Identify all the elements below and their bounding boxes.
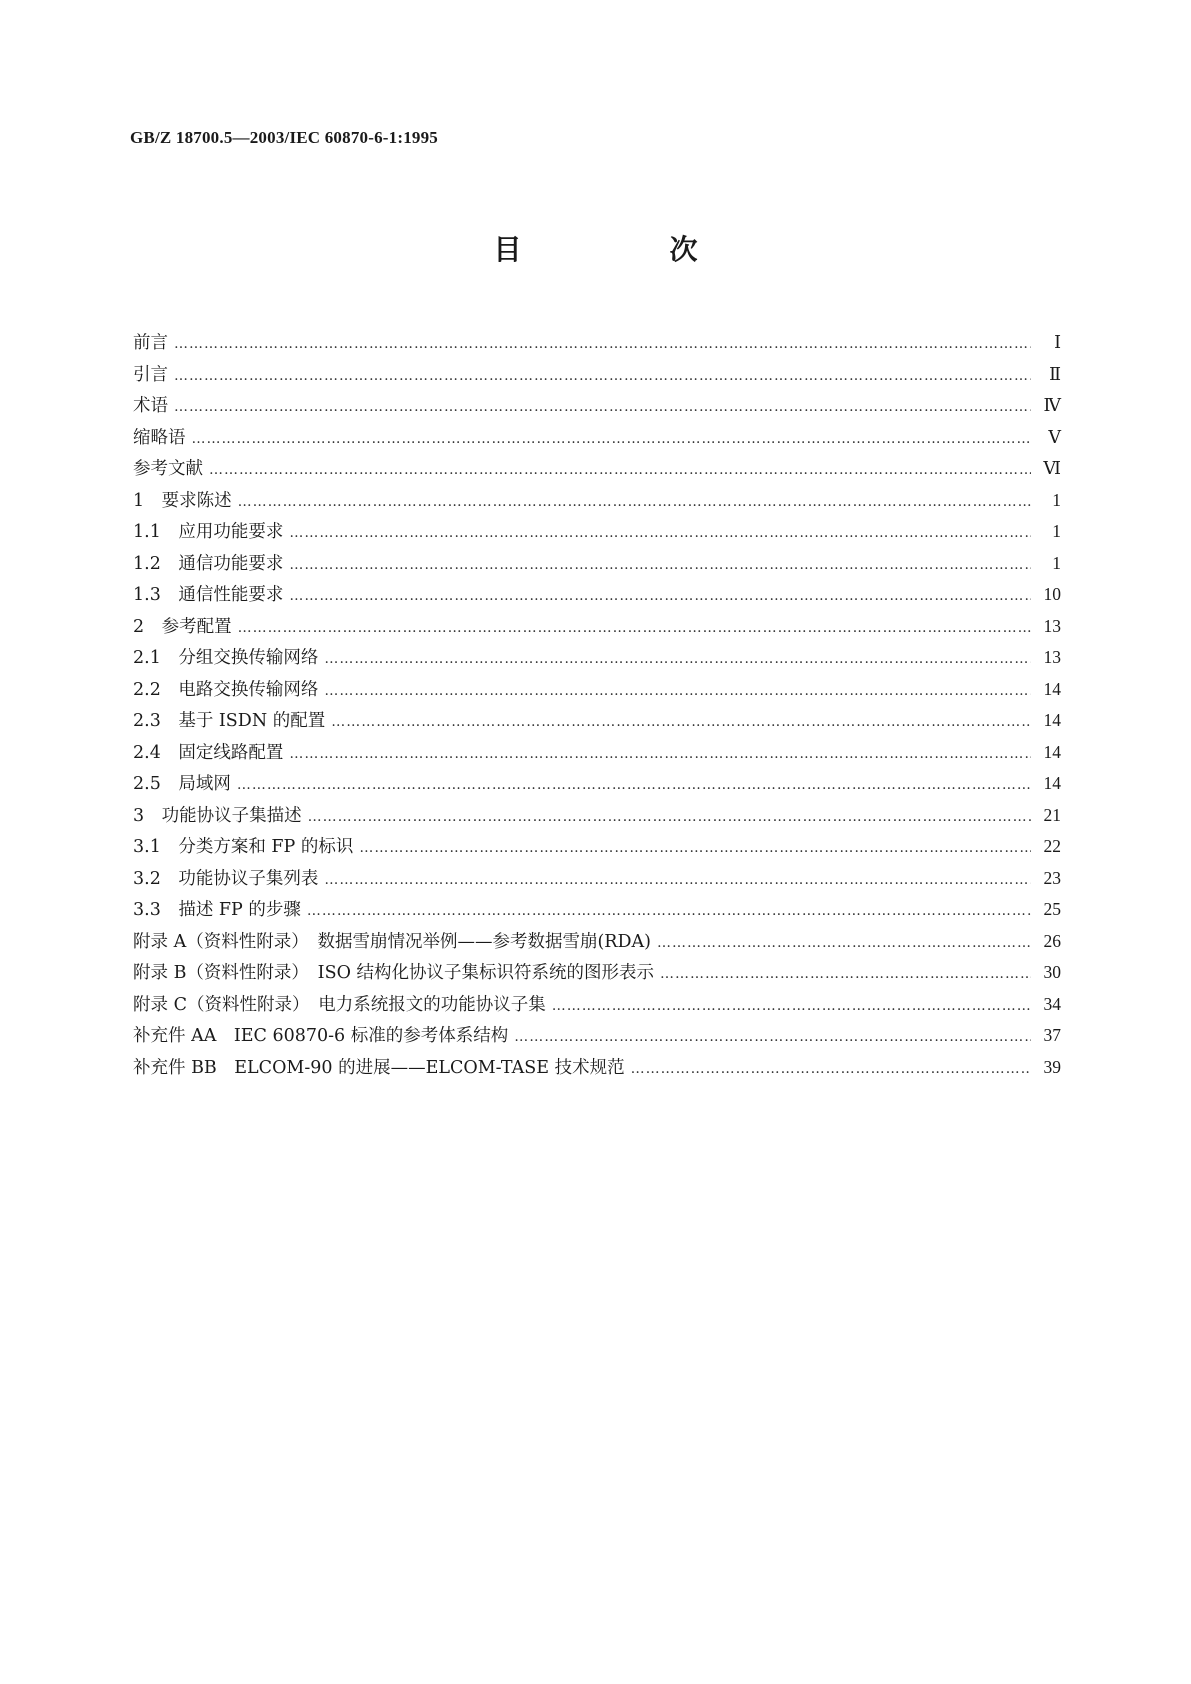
toc-entry[interactable] <box>133 424 1061 456</box>
toc-entry[interactable] <box>133 676 1061 708</box>
document-number: GB/Z 18700.5—2003/IEC 60870-6-1:1995 <box>130 128 439 147</box>
toc-dot-leader <box>209 462 1031 478</box>
toc-entry-label: 2.1 分组交换传输网络 <box>133 648 319 668</box>
toc-entry-label: 补充件 BB ELCOM-90 的进展——ELCOM-TASE 技术规范 <box>133 1057 625 1078</box>
toc-entry[interactable] <box>133 392 1061 424</box>
toc-entry-page: Ⅰ <box>1054 332 1061 352</box>
toc-entry[interactable] <box>133 550 1061 582</box>
toc-entry-page: 14 <box>1043 710 1061 730</box>
toc-dot-leader <box>359 840 1031 856</box>
toc-entry-page: 13 <box>1043 647 1061 667</box>
toc-dot-leader <box>324 872 1031 888</box>
toc-entry-page: 1 <box>1052 489 1061 510</box>
toc-dot-leader <box>307 903 1031 919</box>
toc-dot-leader <box>174 399 1031 415</box>
toc-dot-leader <box>289 746 1031 762</box>
toc-entry-page: 34 <box>1043 993 1061 1014</box>
toc-entry[interactable] <box>133 361 1061 393</box>
toc-entry-label: 3 功能协议子集描述 <box>133 805 302 826</box>
toc-entry-page: 25 <box>1043 899 1061 919</box>
toc-dot-leader <box>174 336 1031 352</box>
toc-entry-page: 22 <box>1043 836 1061 856</box>
toc-entry-page: Ⅴ <box>1048 426 1061 447</box>
toc-entry-page: 30 <box>1043 962 1061 982</box>
toc-entry-label: 1.2 通信功能要求 <box>133 553 284 574</box>
toc-entry-page: 1 <box>1052 552 1061 573</box>
toc-entry-page: 39 <box>1043 1056 1061 1077</box>
toc-entry[interactable] <box>133 1054 1061 1086</box>
toc-entry-label: 2.2 电路交换传输网络 <box>133 679 319 700</box>
toc-entry-page: 23 <box>1043 867 1061 888</box>
toc-entry[interactable] <box>133 833 1061 865</box>
toc-dot-leader <box>514 1029 1031 1045</box>
toc-entry-label: 1 要求陈述 <box>133 490 232 511</box>
toc-entry-label: 3.3 描述 FP 的步骤 <box>133 900 301 920</box>
toc-dot-leader <box>289 525 1031 541</box>
toc-entry-page: 14 <box>1043 678 1061 699</box>
toc-entry-page: 37 <box>1043 1025 1061 1045</box>
toc-entry-label: 附录 C（资料性附录） 电力系统报文的功能协议子集 <box>133 994 546 1015</box>
toc-entry-page: 21 <box>1043 804 1061 825</box>
toc-dot-leader <box>331 714 1031 730</box>
toc-entry-label: 2.3 基于 ISDN 的配置 <box>133 711 326 731</box>
toc-entry[interactable] <box>133 865 1061 897</box>
toc-entry-label: 附录 A（资料性附录） 数据雪崩情况举例——参考数据雪崩(RDA) <box>133 931 651 952</box>
toc-entry[interactable] <box>133 739 1061 771</box>
toc-dot-leader <box>324 683 1031 699</box>
toc-dot-leader <box>174 368 1031 384</box>
toc-dot-leader <box>289 588 1031 604</box>
toc-entry-page: 26 <box>1043 930 1061 951</box>
toc-entry[interactable] <box>133 802 1061 834</box>
toc-entry-label: 术语 <box>133 396 168 416</box>
toc-entry-label: 2.4 固定线路配置 <box>133 742 284 763</box>
toc-dot-leader <box>657 935 1031 951</box>
toc-entry[interactable] <box>133 959 1061 991</box>
toc-entry-page: 13 <box>1043 615 1061 636</box>
toc-entry-page: 1 <box>1052 521 1061 541</box>
toc-dot-leader <box>289 557 1031 573</box>
toc-entry[interactable] <box>133 329 1061 361</box>
toc-dot-leader <box>552 998 1031 1014</box>
toc-entry-page: Ⅳ <box>1043 395 1061 415</box>
toc-entry[interactable] <box>133 991 1061 1023</box>
toc-entry-page: 14 <box>1043 741 1061 762</box>
toc-entry-label: 3.1 分类方案和 FP 的标识 <box>133 837 354 857</box>
toc-entry[interactable] <box>133 707 1061 739</box>
toc-entry[interactable] <box>133 928 1061 960</box>
toc-entry[interactable] <box>133 455 1061 487</box>
page-title: 目 次 <box>493 233 758 266</box>
table-of-contents <box>133 329 1061 1085</box>
toc-dot-leader <box>308 809 1031 825</box>
toc-entry[interactable] <box>133 770 1061 802</box>
toc-entry-page: Ⅱ <box>1049 363 1061 384</box>
toc-entry[interactable] <box>133 896 1061 928</box>
toc-entry-page: 14 <box>1043 773 1061 793</box>
toc-entry-label: 1.1 应用功能要求 <box>133 522 284 542</box>
toc-dot-leader <box>192 431 1032 447</box>
toc-dot-leader <box>631 1061 1031 1077</box>
toc-entry-label: 1.3 通信性能要求 <box>133 585 284 605</box>
toc-entry-label: 参考文献 <box>133 459 203 479</box>
toc-dot-leader <box>238 620 1031 636</box>
toc-entry-label: 附录 B（资料性附录） ISO 结构化协议子集标识符系统的图形表示 <box>133 963 654 983</box>
toc-entry[interactable] <box>133 644 1061 676</box>
toc-entry-label: 引言 <box>133 364 168 385</box>
toc-entry-label: 3.2 功能协议子集列表 <box>133 868 319 889</box>
toc-dot-leader <box>237 777 1031 793</box>
toc-dot-leader <box>324 651 1031 667</box>
toc-entry-label: 2.5 局域网 <box>133 774 231 794</box>
toc-entry-label: 补充件 AA IEC 60870-6 标准的参考体系结构 <box>133 1026 509 1046</box>
toc-dot-leader <box>660 966 1031 982</box>
toc-entry[interactable] <box>133 613 1061 645</box>
toc-entry-label: 缩略语 <box>133 427 186 448</box>
toc-entry[interactable] <box>133 518 1061 550</box>
toc-entry[interactable] <box>133 581 1061 613</box>
toc-dot-leader <box>238 494 1031 510</box>
toc-entry-page: Ⅵ <box>1043 458 1061 478</box>
toc-entry-page: 10 <box>1043 584 1061 604</box>
toc-entry-label: 前言 <box>133 333 168 353</box>
toc-entry[interactable] <box>133 1022 1061 1054</box>
toc-entry-label: 2 参考配置 <box>133 616 232 637</box>
toc-entry[interactable] <box>133 487 1061 519</box>
